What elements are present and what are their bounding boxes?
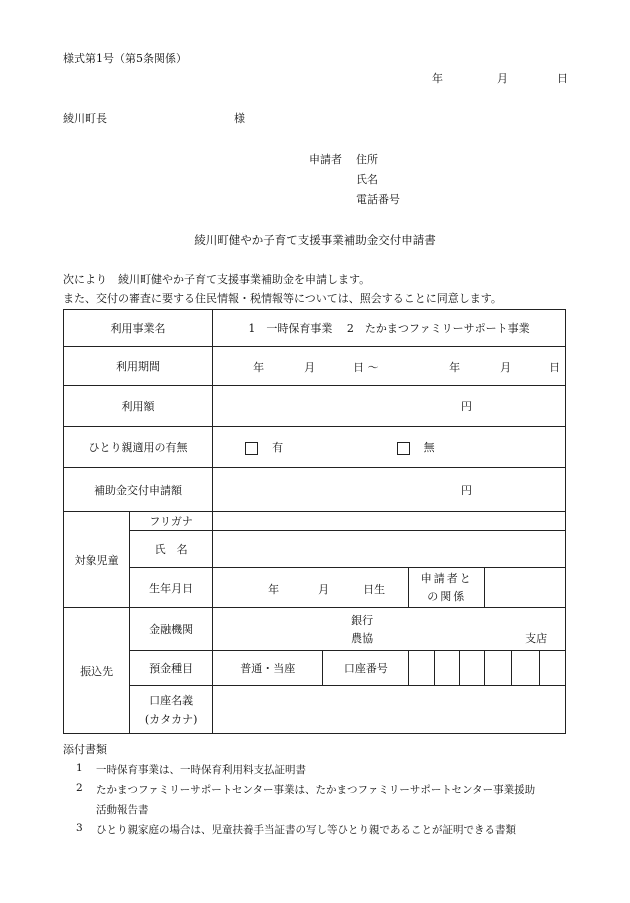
- account-digit-4[interactable]: [485, 651, 512, 686]
- date-year: 年: [432, 72, 443, 85]
- row-furigana: [64, 512, 566, 531]
- branch-label: 支店: [525, 632, 548, 645]
- period-field[interactable]: [213, 347, 566, 386]
- attachment-no-2: 2: [76, 782, 83, 794]
- single-parent-label: ひとり親適用の有無: [64, 427, 213, 468]
- period-year-2: 年: [449, 361, 461, 374]
- yes-option[interactable]: 有: [245, 441, 287, 454]
- bank-type-bank: 銀行: [351, 614, 374, 627]
- row-child-name: [64, 531, 566, 568]
- account-name-label: 口座名義 (カタカナ): [130, 686, 213, 734]
- account-digit-5[interactable]: [512, 651, 539, 686]
- single-parent-field: [213, 427, 566, 468]
- service-label: 利用事業名: [64, 310, 213, 347]
- date-day: 日: [557, 72, 568, 85]
- account-name-field[interactable]: [213, 686, 566, 734]
- period-label: 利用期間: [64, 347, 213, 386]
- relation-text: 申請者との関係: [420, 571, 473, 603]
- deposit-value[interactable]: 普通・当座: [213, 651, 323, 686]
- no-checkbox[interactable]: [397, 442, 410, 455]
- applicant-label: 申請者: [309, 153, 342, 166]
- birth-month: 月: [318, 582, 330, 596]
- row-service: [64, 310, 566, 347]
- bank-label: 金融機関: [130, 608, 213, 651]
- furigana-field[interactable]: [213, 512, 566, 531]
- row-period: [64, 347, 566, 386]
- grant-field[interactable]: [213, 468, 566, 512]
- row-bank: [64, 608, 566, 651]
- date-month: 月: [497, 72, 508, 85]
- row-amount: [64, 386, 566, 427]
- attachments-heading: 添付書類: [63, 743, 107, 756]
- furigana-label: フリガナ: [130, 512, 213, 531]
- row-birthdate: [64, 568, 566, 608]
- period-day-2: 日: [549, 361, 561, 374]
- amount-yen: 円: [461, 400, 473, 413]
- row-deposit: [64, 651, 566, 686]
- attachment-text-2b: 活動報告書: [96, 804, 149, 816]
- child-label: 対象児童: [64, 512, 130, 608]
- addressee: 綾川町長: [63, 112, 107, 125]
- child-name-field[interactable]: [213, 531, 566, 568]
- amount-field[interactable]: [213, 386, 566, 427]
- account-no-label: 口座番号: [323, 651, 409, 686]
- birth-day: 日生: [363, 582, 386, 596]
- intro-line-1: 次により 綾川町健やか子育て支援事業補助金を申請します。: [63, 273, 371, 286]
- attachment-no-1: 1: [76, 762, 83, 774]
- birth-year: 年: [268, 582, 280, 596]
- relation-field[interactable]: [485, 568, 566, 608]
- address-label: 住所: [356, 153, 378, 166]
- birthdate-label: 生年月日: [130, 568, 213, 608]
- form-number: 様式第1号（第5条関係）: [63, 52, 187, 65]
- period-day-1: 日 〜: [353, 361, 379, 374]
- account-digit-3[interactable]: [459, 651, 484, 686]
- attachment-text-1: 一時保育事業は、一時保育利用料支払証明書: [96, 764, 306, 776]
- attachment-no-3: 3: [76, 822, 83, 834]
- period-month-2: 月: [500, 361, 512, 374]
- deposit-label: 預金種目: [130, 651, 213, 686]
- row-account-name: [64, 686, 566, 734]
- row-single-parent: [64, 427, 566, 468]
- bank-field[interactable]: [213, 608, 566, 651]
- account-digit-2[interactable]: [434, 651, 459, 686]
- attachment-text-2: たかまつファミリーサポートセンター事業は、たかまつファミリーサポートセンター事業援助: [96, 784, 536, 796]
- application-table: [63, 309, 566, 734]
- bank-type-coop: 農協: [351, 632, 374, 645]
- relation-label: [409, 568, 485, 608]
- intro-line-2: また、交付の審査に要する住民情報・税情報等については、照会することに同意します。: [63, 292, 502, 305]
- period-month-1: 月: [304, 361, 316, 374]
- no-option[interactable]: 無: [397, 441, 435, 454]
- attachment-text-3: ひとり親家庭の場合は、児童扶養手当証書の写し等ひとり親であることが証明できる書類: [96, 824, 516, 836]
- phone-label: 電話番号: [356, 193, 400, 206]
- name-label: 氏名: [356, 173, 378, 186]
- honorific: 様: [234, 112, 245, 125]
- yes-checkbox[interactable]: [245, 442, 258, 455]
- account-digit-6[interactable]: [539, 651, 565, 686]
- transfer-label: 振込先: [64, 608, 130, 734]
- row-grant: [64, 468, 566, 512]
- period-year-1: 年: [253, 361, 265, 374]
- grant-label: 補助金交付申請額: [64, 468, 213, 512]
- service-options[interactable]: 1 一時保育事業 2 たかまつファミリーサポート事業: [213, 310, 566, 347]
- birthdate-field[interactable]: [213, 568, 409, 608]
- account-digit-1[interactable]: [409, 651, 434, 686]
- grant-yen: 円: [461, 483, 473, 497]
- amount-label: 利用額: [64, 386, 213, 427]
- child-name-label: 氏 名: [130, 531, 213, 568]
- document-title: 綾川町健やか子育て支援事業補助金交付申請書: [194, 233, 436, 247]
